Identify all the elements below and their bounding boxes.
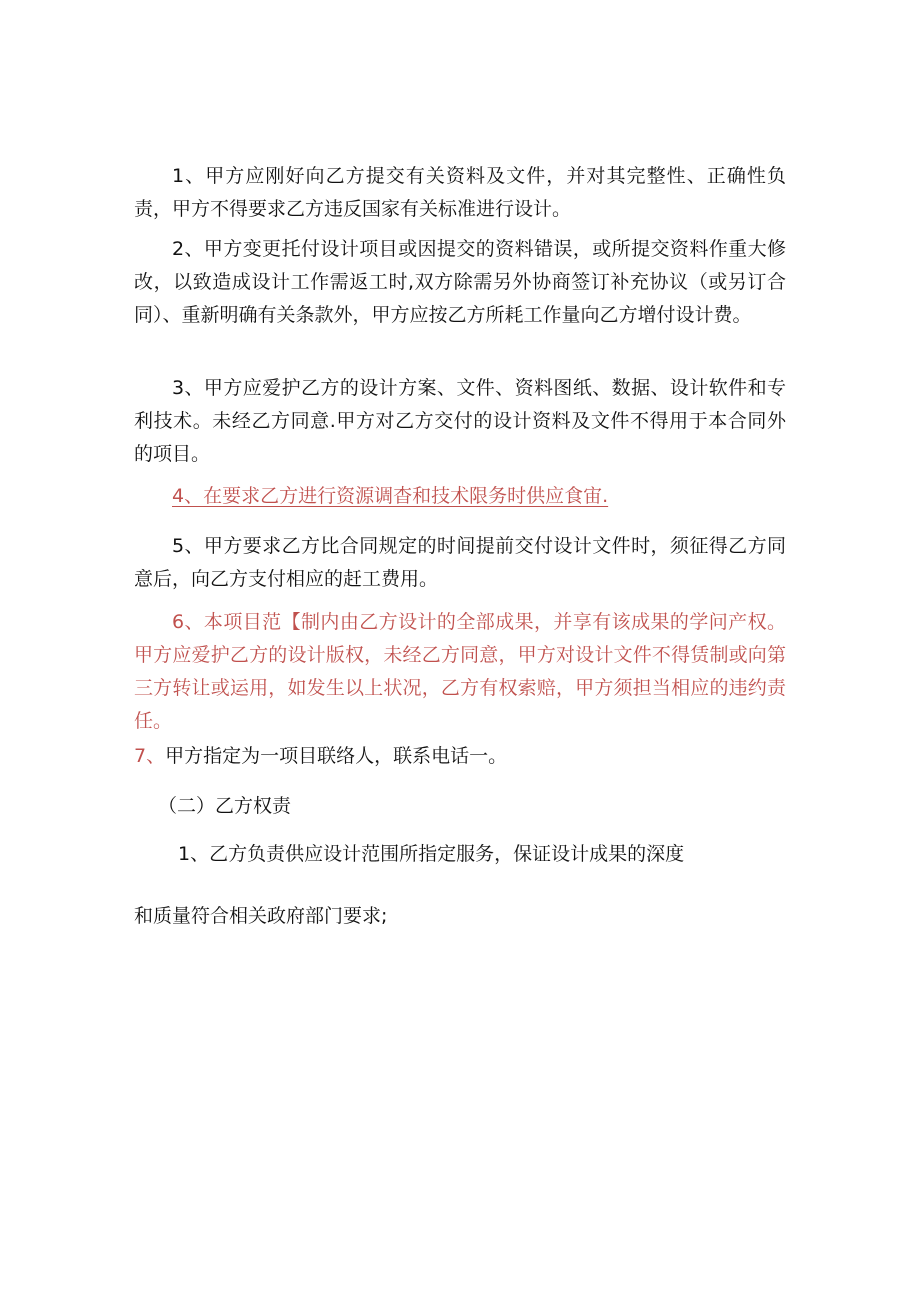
paragraph-5: 5、甲方要求乙方比合同规定的时间提前交付设计文件时，须征得乙方同意后，向乙方支付相应的赶工费用。: [134, 535, 786, 590]
paragraph-7: [134, 740, 786, 773]
party-b-item-1-continued: 和质量符合相关政府部门要求;: [134, 905, 388, 927]
paragraph-4-highlighted: 4、在要求乙方进行资源调杳和技术限务时供应食宙.: [172, 485, 609, 507]
paragraph-1: 1、甲方应刚好向乙方提交有关资料及文件，并对其完整性、正确性负责，甲方不得要求乙方违反国家有关标准进行设计。: [134, 165, 786, 220]
party-b-item-1: 1、乙方负责供应设计范围所指定服务，保证设计成果的深度: [178, 843, 685, 865]
paragraph-6-highlighted: 6、本项目范【制内由乙方设计的全部成果，并享有该成果的学问产权。甲方应爱护乙方的设计版权，未经乙方同意，甲方对设计文件不得赁制或向第三方转让或运用，如发生以上状况，乙方有权索赔，甲方须担当相应的违约责任。: [134, 611, 786, 732]
section-heading-party-b: （二）乙方权责: [158, 795, 292, 817]
paragraph-2: 2、甲方变更托付设计项目或因提交的资料错误，或所提交资料作重大修改，以致造成设计工作需返工时,双方除需另外协商签订补充协议（或另订合同）、重新明确有关条款外，甲方应按乙方所耗工作量向乙方增付设计费。: [134, 238, 786, 326]
paragraph-3: 3、甲方应爱护乙方的设计方案、文件、资料图纸、数据、设计软件和专利技术。未经乙方同意.甲方对乙方交付的设计资料及文件不得用于本合同外的项目。: [134, 377, 786, 465]
item-7-text: 甲方指定为一项目联络人，联系电话一。: [165, 745, 508, 767]
item-7-number: 7、: [134, 745, 166, 767]
